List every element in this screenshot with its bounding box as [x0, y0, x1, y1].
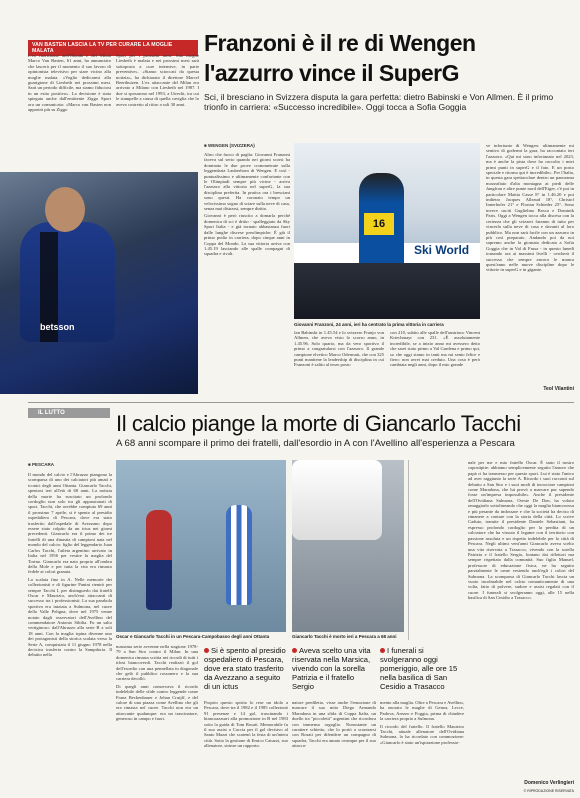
player-left: [146, 510, 172, 610]
footer-copyright: © RIPRODUZIONE RISERVATA: [523, 789, 574, 793]
obituary-headline: Il calcio piange la morte di Giancarlo Tacchi: [116, 411, 521, 436]
quote-2-text: Aveva scelto una vita riservata nella Marsica, vivendo con la sorella Patrizia e il fratello Sergio: [292, 646, 371, 691]
mid-column-1-p1: massima serie avvenne nella stagione 1978-79 a San Siro contro il Milan. In una domenica rimasta scritta nei ricordi di tutti i tifosi biancoverdi. Tacchi realizzò il gol dell'esordio con una pennellata in diagonale che gelò il pubblico rossonero e la sua carriera decollò.: [116, 644, 198, 682]
place-label: ■ WENGEN (SVIZZERA): [204, 143, 255, 148]
photo2-caption: Giancarlo Tacchi è morto ieri a Pescara a 68 anni: [292, 634, 397, 639]
mid-column-3: natore prediletto, visse anche l'emozione di marcare il suo mito Diego Armando Maradona in una sfida di Coppa Italia, un duello tra "piccoletti" argentini che ricordava con immenso orgoglio. Nonostante un carattere schietto, che lo portò a scontrarsi con Rosati per difendere un compagno di squadra, Tacchi era amato ovunque per il suo attacca-: [292, 700, 376, 749]
crowd-area: [294, 263, 480, 319]
sponsor-text: betsson: [40, 322, 75, 332]
bib-number: 16: [364, 213, 394, 235]
right-column: nale per me e mio fratello Oscar. È stato il nostro capostipite: abbiamo semplicemente seguito l'amore che papà ci ha trasmesso per questo sport. Lui è stato l'unico ad aver raggiunto la serie A. Ricordo i suoi racconti sul debutto a San Siro e i suoi modi di incrociare campioni come Maradona, che lui provò a marcare pur sapendo fosse un'impresa impossibile». Anche il presidente dell'Ovidiana Sulmona, Oreste De Don, ha voluto omaggiarlo sottolineando che oggi la maglia biancorossa e più pesante da indossare e che la società ha deciso di rimanere a contare con la storia della città. Lo scrive Caduto, tramite il presidente Daniele Sebastiani, ha espresso profondo cordoglio per la perdita di un calciatore che ha vissuto il legame con il territorio con passione assoluta e un rispetto indelebile per la città di Pescara. Negli ultimi vent'anni Giancarlo aveva scelto una vita riservata a Trasacco, vivendo con la sorella Patrizia e il fratello Sergio, lontano dai riflettori ma sempre rispettato dalla comunità. Suo figlio Manuel, professore di educazione fisica, ne ha seguito parzialmente le orme vestendo anch'egli i colori del Sulmona. La scomparsa di Giancarlo Tacchi lascia un vuoto incolmabile nel calcio romanticamente di una volta, fatto di polvere, sudore e assist regalati con il cuore. I funerali si svolgeranno oggi, alle 15 nella basilica di San Cesidio a Trasacco.: [468, 460, 574, 601]
photo-giancarlo-team: [292, 460, 404, 632]
obituary-subhead: A 68 anni scompare il primo dei fratelli, dall'esordio in A con l'Avellino all'esperienza a Pescara: [116, 438, 515, 449]
quote-1: [204, 646, 288, 691]
mid-column-2: Proprio questo spirito lo rese un idolo a Pescara, dove tra il 1982 e il 1985 collezionò 91 presenze e 14 gol, trascinando i biancoazzurri alla promozione in B nel 1983 sotto la guida di Tom Rosati. Memorabile fu il suo assist a Caccia per il gol decisivo al Santo Mazzi che scatenò la festa di un'intera città. Sotto la gestione di Enrico Catuzzi, suo allenatore, strinse un rapporto.: [204, 700, 288, 749]
player-right: [226, 505, 252, 605]
quote-bullet-icon: [292, 648, 297, 653]
left-column: [28, 472, 112, 794]
article-column-a-p2: Giovanni è però riuscito a domarla perché domenica di sci è dritto - spalleggiato da Sky Sport Italia - e già tornato abbastanza fuori dalle lunghe discese preolimpiche. È già il primo podio in carriera, dopo cinque anni in Coppa del Mondo. La sua vittoria arriva con 1.45.19 lasciando alle spalle compagni di squadra e rivali.: [204, 213, 290, 257]
ski-banner: Ski World: [294, 243, 480, 263]
mid-column-1-p2: Di quegli anni conservava il ricordo indelebile delle sfide contro leggende come Franz Beckenbauer e Johan Cruijff, e del calore di una piazza come Avellino che gli era rimasta nel cuore. Tacchi non era un attaccante qualunque: era un trascinatore, generoso in campo e fuori.: [116, 683, 198, 722]
quote-bullet-icon: [204, 648, 209, 653]
kicker-column-1: L'ex fuoriclasse dell'Olanda e del Milan Marco Van Basten, 61 anni, ha annunciato che lascerà per il momento il suo lavoro di opinionista televisivo per stare vicino alla moglie malata. «Voglio dedicarmi alla guarigione di Liesbeth nei prossimi mesi. Sarà un periodo difficile, ma siamo fiduciosi in un esito positivo». La decisione è stata spiegata anche dall'emittente Ziggo Sport ora un comunicato: «Marco van Basten non apparirà più su Ziggo: [28, 53, 111, 113]
column-rule: [408, 460, 409, 640]
left-column-p2: La scalata fino in A. Nelle memorie dei collezionisti e di figurine Panini rientrò per sempre Tacchi I, per distinguerlo dai fratelli Oscar e Maurizio, anch'essi attaccanti di successo tra i professionisti. La sua parabola sportiva era iniziata a Sulmona, nel cuore della Valle Peligna, dove nel 1975 venne notato dagli osservatori dell'Avellino del commendatore Antonio Sibilia. Fu un salto vertiginoso: dall'Abruzzo alla serie B a soli 18 anni. Con la maglia irpina divenne uno dei protagonisti della storica scalata verso la Serie A, conquistata il 11 giugno 1978 nella decisiva trasferta contro la Sampdoria. Il debutto nella: [28, 576, 112, 658]
team-player: [292, 460, 382, 540]
photo1-caption: Oscar e Giancarlo Tacchi in un Pescara-Campobasso degli anni Ottanta: [116, 634, 270, 639]
mid-column-4-p2: Il ricordo del fratello. Il fratello Maurizio Tacchi, attuale allenatore dell'Ovidiana Sulmona, lo ha ricordato con commozione: «Giancarlo è stato un'ispirazione professio-: [380, 723, 464, 745]
article-column-a-p1: Altro che fuoco di paglia: Giovanni Franzoni faceva sul serio quando nei giorni scorsi ha dominato le due prove cronometrate sulla leggendaria Lauberhorn di Wengen. E così - puntualissimo e ultimamente confortante con le Olimpiadi sempre più vicine - arriva l'azzurro alla vittoria nel superG, la sua disciplina preferita. In pratica ora i bresciani sono questi. Ha coronato tempo un velocissimo sogno di sciare sulla neve di casa, senza mai distrarsi, sempre diritto.: [204, 152, 290, 212]
place-label-text: WENGEN (SVIZZERA): [207, 143, 255, 148]
kicker-column-2: Sport per i prossimi mesi. Sua moglie Liesbeth è malata e nei prossimi mesi sarà sottoposta a cure intensive, in parte preventive». «Siamo scioccati da questa notizia», ha dichiarato il direttore Marcel Beerthuizen. L'ex attaccante del Milan era arrivato a Milano con Liesbeth nel 1987. I due si sposarono nel 1993, a Utrecht, tra cui le stampelle a causa di quella caviglia che lo aveva costretto al ritiro a soli 30 anni.: [116, 53, 199, 107]
mid-column-4: [380, 700, 464, 794]
pescara-label-text: PESCARA: [31, 462, 54, 467]
headline-line-2: l'azzurro vince il SuperG: [204, 60, 459, 86]
pescara-label: ■ PESCARA: [28, 462, 54, 467]
section-tag: IL LUTTO: [28, 408, 110, 418]
quote-3: [380, 646, 464, 691]
quote-1-text: Si è spento al presidio ospedaliero di Pescara, dove era stato trasferito da Avezzano a seguito di un ictus: [204, 646, 286, 691]
ski-photo-caption: Giovanni Franzoni, 24 anni, ieri ha centrato la prima vittoria in carriera: [294, 322, 444, 327]
photo-oscar-giancarlo: [116, 460, 286, 632]
article-column-d: ve infortunio di Wengen: ultimamente mi sentivo di godermi la gara, ha raccontato ieri l'azzurro. «Qui mi sono infortunato nel 2023, ma è anche la pista dove ho raccolto i miei primi punti in superG e il fato. E un posto speciale e ritorno qui è incredibile». Per l'Italia, in questa gara spettacolare dentro un panorama mozzafiato d'alta montagna ai piedi delle Jungfrau e altre punte nord dell'Eiger, c'è poi in particolare Mattia Casse 8° in 1.46.20 e poi indietro Jacques Alleaud 18°, Christof Innerhofer 21° e Florian Schieder 25°. Sono invece usciti Guglielmo Bosca e Dominik Paris. Oggi a Wengen tocca alla discesa con la certezza che gli svizzeri faranno di tutto per vincerla sulla neve di casa e davanti al loro pubblico. Ma non sarà facile con un azzurro in più così preparato. Andando poi da noi sapremo anche la giornata dedicata a Sofia Goggia che in Val di Fassa - in questo lunedì tornando ora ai massimi livelli - cercherà il successo che sempre ancora le manca quest'anno nelle nuove discipline dopo le vittorie in superG e in gigante.: [486, 143, 574, 273]
player-photo: [0, 172, 198, 394]
kicker-bar: VAN BASTEN LASCIA LA TV PER CURARE LA MOGLIE MALATA: [28, 40, 198, 56]
obituary-signature: Domenico Verlingieri: [524, 780, 574, 786]
quote-bullet-icon: [380, 648, 385, 653]
skier-photo: [294, 143, 480, 319]
quote-3-text: I funerali si svolgeranno oggi pomeriggio, alle ore 15 nella basilica di San Cesidio a Trasacco: [380, 646, 458, 691]
article-column-a: [204, 152, 290, 394]
subhead: Sci, il bresciano in Svizzera disputa la gara perfetta: dietro Babinski e Von Allmen. È il primo trionfo in carriera: «Successo incredibile». Oggi tocca a Sofia Goggia: [204, 92, 554, 112]
left-column-p1: Il mondo del calcio e l'Abruzzo piangono la scomparsa di uno dei calciatori più amati e iconici degli anni Ottanta. Giancarlo Tacchi, spentosi ieri all'età di 68 anni. La notizia della morte ha suscitato un profondo cordoglio non solo tra gli appassionati di sport. Tacchi, che avrebbe compiuto 69 anni il prossimo 7 aprile, si è spento al presidio ospedaliero di Pescara, dove era stato trasferito dall'ospedale di Avezzano dopo essere stato colpito da un ictus nei giorni precedenti. Giancarlo era il primo dei tre fratelli di una dinastia di campioni nata nel mondo del calcio: figlio del leggendario Juan Carlos Tacchi, l'atleta argentino arrivato in Italia nel 1956 per vestire la maglia del Torino. Giancarlo era nato proprio all'ombra della Mole e per tutta la vita era rimasto fedele ai colori granata.: [28, 472, 112, 575]
mid-column-1: [116, 644, 198, 794]
section-divider: [28, 402, 574, 403]
article-column-b: fan Babinski in 1.45.54 e lo svizzero Franjo von Allmen, che avevo visto lo scorso anno, in 1.45.96. Solo quarto, ma da vero sportivo il primo a congratularsi con l'azzurro. Il grande campione elvetico Marco Odermatt, che con 325 punti mantiene la leadership di disciplina in cui Franzoni è salito al terzo posto: [294, 330, 384, 368]
player-head: [45, 187, 85, 232]
mid-column-4-p1: mento alla maglia. Oltre a Pescara e Avellino, ha onorato le maglie di Genoa, Lecce, Padova, Arezzo e Foggia, prima di chiudere la carriera proprio a Sulmona.: [380, 700, 464, 722]
article-column-c: con 210, subito alle spalle dell'austriaco Vincent Kriechmayr con 231. «È assolutamente incredibile, se a inizio anno mi avessero detto che sarei stato primo a Val Gardena e primo qui, so che oggi siamo in tanti ma mi sento felice e fiero: non avrei mai creduto. Una cosa è però cambiata negli anni, dopo il mio grande: [390, 330, 480, 368]
top-signature: Teol Vilantini: [543, 386, 574, 392]
quote-2: [292, 646, 376, 691]
headline-line-1: Franzoni è il re di Wengen: [204, 30, 476, 56]
